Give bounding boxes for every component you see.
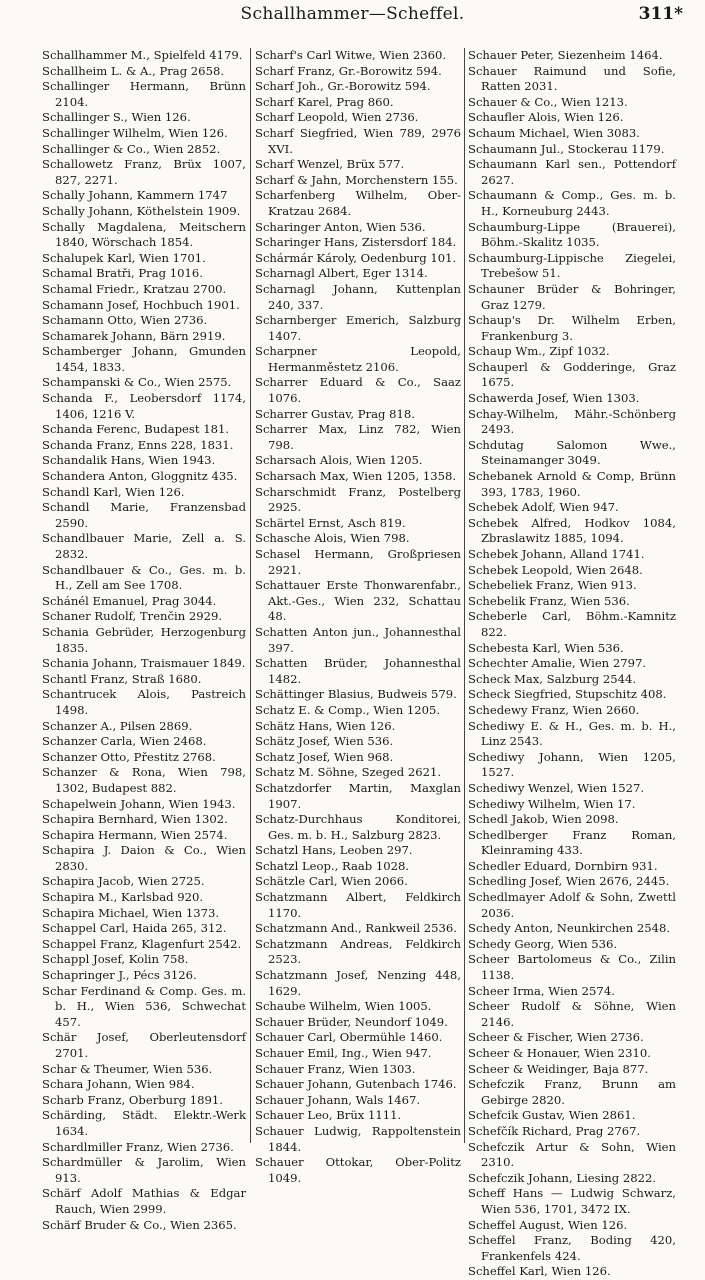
directory-entry: Schebek Alfred, Hodkov 1084, Zbraslawitz 1885, 1094.	[468, 515, 676, 546]
directory-entry: Schaufler Alois, Wien 126.	[468, 110, 624, 125]
directory-entry: Schatz E. & Comp., Wien 1205.	[255, 702, 441, 717]
directory-entry: Schediwy Johann, Wien 1205, 1527.	[468, 749, 676, 780]
directory-entry: Schebanek Arnold & Comp, Brünn 393, 1783, 1960.	[468, 469, 676, 499]
directory-entry: Scharf Wenzel, Brüx 577.	[255, 157, 405, 172]
directory-entry: Schedy Georg, Wien 536.	[468, 936, 618, 951]
directory-entry: Schärf Bruder & Co., Wien 2365.	[42, 1217, 237, 1232]
directory-entry: Schaumann & Comp., Ges. m. b. H., Korneuburg 2443.	[468, 188, 676, 218]
directory-entry: Schediwy Wenzel, Wien 1527.	[468, 780, 645, 795]
directory-entry: Schally Johann, Köthelstein 1909.	[42, 203, 241, 218]
directory-entry: Schätz Hans, Wien 126.	[255, 718, 396, 733]
directory-entry: Schapira Hermann, Wien 2574.	[42, 827, 228, 842]
directory-entry: Schdutag Salomon Wwe., Steinamanger 3049.	[468, 437, 676, 468]
directory-entry: Scheer & Honauer, Wien 2310.	[468, 1046, 651, 1060]
column-right	[468, 48, 676, 1280]
directory-entry: Schay-Wilhelm, Mähr.-Schönberg 2493.	[468, 406, 676, 437]
directory-entry: Schanzer Carla, Wien 2468.	[42, 734, 207, 749]
directory-entry: Schanda Franz, Enns 228, 1831.	[42, 437, 234, 452]
directory-entry: Schanda Ferenc, Budapest 181.	[42, 422, 230, 437]
directory-entry: Scheer Rudolf & Söhne, Wien 2146.	[468, 999, 676, 1029]
directory-entry: Schallheim L. & A., Prag 2658.	[42, 63, 225, 78]
directory-entry: Schatzmann Albert, Feldkirch 1170.	[255, 890, 461, 920]
directory-entry: Schär Josef, Oberleutensdorf 2701.	[42, 1030, 246, 1060]
directory-entry: Schauer Franz, Wien 1303.	[255, 1061, 416, 1076]
directory-entry: Schármár Károly, Oedenburg 101.	[255, 250, 457, 265]
directory-entry: Schandlbauer Marie, Zell a. S. 2832.	[42, 531, 246, 561]
directory-entry: Schandl Karl, Wien 126.	[42, 484, 185, 499]
directory-entry: Schatzdorfer Martin, Maxglan 1907.	[255, 780, 461, 811]
directory-entry: Schandl Marie, Franzensbad 2590.	[42, 500, 246, 530]
directory-entry: Schefczik Franz, Brunn am Gebirge 2820.	[468, 1077, 676, 1107]
directory-entry: Scheffel Karl, Wien 126.	[468, 1264, 611, 1279]
directory-entry: Schapira Jacob, Wien 2725.	[42, 874, 205, 889]
column-divider	[464, 48, 465, 1143]
directory-entry: Schärding, Städt. Elektr.-Werk 1634.	[42, 1108, 246, 1138]
directory-entry: Scharf Leopold, Wien 2736.	[255, 110, 419, 125]
directory-entry: Scharinger Hans, Zistersdorf 184.	[255, 235, 457, 250]
directory-entry: Schappel Carl, Haida 265, 312.	[42, 921, 227, 936]
directory-entry: Schania Gebrüder, Herzogenburg 1835.	[42, 624, 246, 655]
directory-entry: Schaner Rudolf, Trenčin 2929.	[42, 609, 223, 624]
directory-entry: Scheck Siegfried, Stupschitz 408.	[468, 687, 667, 702]
directory-entry: Schauer Carl, Obermühle 1460.	[255, 1030, 443, 1045]
directory-entry: Scheer & Weidinger, Baja 877.	[468, 1061, 649, 1076]
directory-entry: Schamann Josef, Hochbuch 1901.	[42, 297, 240, 312]
directory-entry: Scharsach Max, Wien 1205, 1358.	[255, 469, 457, 484]
directory-entry: Schandalik Hans, Wien 1943.	[42, 453, 216, 468]
directory-entry: Scharf Franz, Gr.-Borowitz 594.	[255, 63, 442, 78]
directory-entry: Schedler Eduard, Dornbirn 931.	[468, 858, 658, 873]
directory-entry: Schärf Adolf Mathias & Edgar Rauch, Wien 2999.	[42, 1186, 246, 1216]
directory-entry: Scharb Franz, Oberburg 1891.	[42, 1092, 223, 1107]
directory-entry: Schedewy Franz, Wien 2660.	[468, 702, 640, 717]
column-divider	[250, 48, 251, 1143]
directory-entry: Schally Johann, Kammern 1747	[42, 188, 228, 203]
directory-entry: Schebelik Franz, Wien 536.	[468, 593, 630, 608]
column-middle	[255, 48, 461, 1186]
directory-entry: Schar Ferdinand & Comp. Ges. m. b. H., Wien 536, Schwechat 457.	[42, 983, 246, 1029]
directory-entry: Scheer Bartolomeus & Co., Zilin 1138.	[468, 952, 676, 983]
directory-entry: Schefczik Johann, Liesing 2822.	[468, 1170, 657, 1185]
directory-entry: Scharf Joh., Gr.-Borowitz 594.	[255, 79, 431, 94]
directory-entry: Schauer Johann, Gutenbach 1746.	[255, 1077, 457, 1092]
directory-entry: Scharf's Carl Witwe, Wien 2360.	[255, 48, 447, 62]
directory-entry: Schar & Theumer, Wien 536.	[42, 1061, 213, 1076]
directory-entry: Schapira Bernhard, Wien 1302.	[42, 812, 228, 827]
directory-entry: Schechter Amalie, Wien 2797.	[468, 656, 647, 671]
directory-entry: Schauner Brüder & Bohringer, Graz 1279.	[468, 281, 676, 312]
directory-entry: Schallowetz Franz, Brüx 1007, 827, 2271.	[42, 157, 246, 187]
directory-entry: Scharsach Alois, Wien 1205.	[255, 453, 423, 468]
directory-entry: Scheer & Fischer, Wien 2736.	[468, 1030, 644, 1045]
directory-entry: Scharnberger Emerich, Salzburg 1407.	[255, 313, 461, 343]
directory-entry: Schardlmiller Franz, Wien 2736.	[42, 1139, 234, 1154]
directory-entry: Schaumann Jul., Stockerau 1179.	[468, 141, 665, 156]
directory-entry: Schatten Brüder, Johannesthal 1482.	[255, 656, 461, 686]
directory-entry: Scharpner Leopold, Hermanměstetz 2106.	[255, 344, 461, 374]
directory-entry: Schasche Alois, Wien 798.	[255, 531, 410, 546]
directory-entry: Schauer Johann, Wals 1467.	[255, 1092, 421, 1107]
directory-entry: Schebek Johann, Alland 1741.	[468, 547, 645, 561]
directory-entry: Scharrer Max, Linz 782, Wien 798.	[255, 422, 461, 452]
directory-entry: Schefčík Richard, Prag 2767.	[468, 1123, 641, 1138]
directory-entry: Schauer Brüder, Neundorf 1049.	[255, 1014, 448, 1029]
directory-entry: Schaumburg-Lippische Ziegelei, Trebešow 51.	[468, 250, 676, 281]
directory-entry: Schebek Adolf, Wien 947.	[468, 500, 619, 515]
directory-entry: Schatz M. Söhne, Szeged 2621.	[255, 765, 442, 780]
directory-entry: Scharf Karel, Prag 860.	[255, 94, 394, 109]
directory-entry: Schania Johann, Traismauer 1849.	[42, 656, 246, 671]
directory-entry: Schauperl & Godderinge, Graz 1675.	[468, 359, 676, 390]
directory-entry: Schauer Emil, Ing., Wien 947.	[255, 1046, 432, 1060]
directory-entry: Schapira J. Daion & Co., Wien 2830.	[42, 843, 246, 873]
directory-entry: Schamann Otto, Wien 2736.	[42, 313, 208, 328]
page-number: 311*	[638, 4, 683, 24]
directory-entry: Schaum Michael, Wien 3083.	[468, 125, 640, 140]
directory-entry: Schapringer J., Pécs 3126.	[42, 968, 197, 983]
directory-entry: Schebesta Karl, Wien 536.	[468, 640, 624, 655]
directory-entry: Schappl Josef, Kolin 758.	[42, 952, 189, 967]
directory-entry: Schebek Leopold, Wien 2648.	[468, 562, 643, 577]
directory-entry: Schapira Michael, Wien 1373.	[42, 905, 220, 920]
directory-entry: Scharrer Gustav, Prag 818.	[255, 406, 415, 421]
directory-entry: Schebeliek Franz, Wien 913.	[468, 578, 637, 593]
directory-entry: Schanzer & Rona, Wien 798, 1302, Budapest 882.	[42, 765, 246, 795]
directory-entry: Schawerda Josef, Wien 1303.	[468, 391, 640, 406]
directory-entry: Schally Magdalena, Meitschern 1840, Wörschach 1854.	[42, 219, 246, 250]
directory-entry: Scharf & Jahn, Morchenstern 155.	[255, 172, 458, 187]
directory-entry: Schanzer A., Pilsen 2869.	[42, 718, 193, 733]
page-header	[0, 2, 705, 36]
directory-entry: Schefcik Gustav, Wien 2861.	[468, 1108, 636, 1123]
directory-entry: Schapira M., Karlsbad 920.	[42, 890, 204, 905]
directory-entry: Schánél Emanuel, Prag 3044.	[42, 593, 217, 608]
directory-entry: Schapelwein Johann, Wien 1943.	[42, 796, 236, 811]
directory-entry: Scharinger Anton, Wien 536.	[255, 219, 426, 234]
directory-entry: Schätzle Carl, Wien 2066.	[255, 874, 408, 889]
directory-entry: Schalupek Karl, Wien 1701.	[42, 250, 206, 265]
directory-entry: Schätz Josef, Wien 536.	[255, 734, 394, 749]
directory-entry: Schatzmann Andreas, Feldkirch 2523.	[255, 936, 461, 967]
directory-entry: Scharf Siegfried, Wien 789, 2976 XVI.	[255, 125, 461, 156]
directory-entry: Schallinger Hermann, Brünn 2104.	[42, 79, 246, 109]
directory-entry: Schara Johann, Wien 984.	[42, 1077, 195, 1092]
directory-entry: Schedl Jakob, Wien 2098.	[468, 812, 619, 827]
directory-entry: Schampanski & Co., Wien 2575.	[42, 375, 232, 390]
directory-entry: Schaup's Dr. Wilhelm Erben, Frankenburg 3.	[468, 313, 676, 343]
directory-entry: Scharschmidt Franz, Postelberg 2925.	[255, 484, 461, 515]
directory-entry: Scharfenberg Wilhelm, Ober-Kratzau 2684.	[255, 188, 461, 218]
directory-entry: Schatzl Leop., Raab 1028.	[255, 858, 410, 873]
directory-entry: Schediwy E. & H., Ges. m. b. H., Linz 2543.	[468, 718, 676, 749]
directory-entry: Schättinger Blasius, Budweis 579.	[255, 687, 457, 702]
directory-entry: Schandlbauer & Co., Ges. m. b. H., Zell am See 1708.	[42, 562, 246, 593]
directory-entry: Schaumann Karl sen., Pottendorf 2627.	[468, 157, 676, 187]
directory-entry: Schamarek Johann, Bärn 2919.	[42, 328, 226, 343]
directory-entry: Schediwy Wilhelm, Wien 17.	[468, 796, 636, 811]
directory-entry: Schauer Ludwig, Rappoltenstein 1844.	[255, 1123, 461, 1154]
directory-entry: Schatz Josef, Wien 968.	[255, 749, 394, 764]
directory-entry: Schärtel Ernst, Asch 819.	[255, 515, 406, 530]
directory-entry: Schatzl Hans, Leoben 297.	[255, 843, 413, 858]
directory-entry: Schatzmann Josef, Nenzing 448, 1629.	[255, 968, 461, 998]
directory-entry: Schamal Friedr., Kratzau 2700.	[42, 281, 227, 296]
directory-entry: Schasel Hermann, Großpriesen 2921.	[255, 547, 461, 577]
directory-entry: Schedling Josef, Wien 2676, 2445.	[468, 874, 670, 889]
directory-entry: Schappel Franz, Klagenfurt 2542.	[42, 936, 242, 951]
directory-entry: Schardmüller & Jarolim, Wien 913.	[42, 1155, 246, 1185]
directory-entry: Schanzer Otto, Přestitz 2768.	[42, 749, 216, 764]
directory-entry: Schauer Leo, Brüx 1111.	[255, 1108, 402, 1123]
directory-entry: Schatten Anton jun., Johannesthal 397.	[255, 624, 461, 655]
directory-entry: Schaube Wilhelm, Wien 1005.	[255, 999, 432, 1014]
directory-entry: Schamal Bratři, Prag 1016.	[42, 266, 203, 281]
directory-entry: Scheff Hans — Ludwig Schwarz, Wien 536, 1701, 3472 IX.	[468, 1186, 676, 1216]
directory-entry: Scharnagl Albert, Eger 1314.	[255, 266, 428, 281]
directory-entry: Schantl Franz, Straß 1680.	[42, 671, 202, 686]
directory-entry: Schauer Peter, Siezenheim 1464.	[468, 48, 663, 62]
directory-entry: Schefczik Artur & Sohn, Wien 2310.	[468, 1139, 676, 1170]
running-title: Schallhammer—Scheffel.	[240, 4, 465, 24]
directory-entry: Scheer Irma, Wien 2574.	[468, 983, 615, 998]
directory-entry: Scheck Max, Salzburg 2544.	[468, 671, 637, 686]
directory-entry: Schamberger Johann, Gmunden 1454, 1833.	[42, 344, 246, 374]
directory-entry: Schedlmayer Adolf & Sohn, Zwettl 2036.	[468, 890, 676, 920]
directory-entry: Schauer Ottokar, Ober-Politz 1049.	[255, 1155, 461, 1185]
directory-entry: Scharnagl Johann, Kuttenplan 240, 337.	[255, 281, 461, 312]
directory-entry: Scharrer Eduard & Co., Saaz 1076.	[255, 375, 461, 406]
directory-entry: Schantrucek Alois, Pastreich 1498.	[42, 687, 246, 717]
directory-entry: Schallinger & Co., Wien 2852.	[42, 141, 221, 156]
directory-entry: Schanda F., Leobersdorf 1174, 1406, 1216 V.	[42, 391, 246, 421]
directory-entry: Scheberle Carl, Böhm.-Kamnitz 822.	[468, 609, 676, 639]
directory-entry: Schatzmann And., Rankweil 2536.	[255, 921, 457, 936]
directory-entry: Schallhammer M., Spielfeld 4179.	[42, 48, 243, 62]
directory-entry: Schallinger S., Wien 126.	[42, 110, 191, 125]
directory-entry: Schatz-Durchhaus Konditorei, Ges. m. b. H., Salzburg 2823.	[255, 812, 461, 842]
directory-entry: Schauer & Co., Wien 1213.	[468, 94, 628, 109]
directory-entry: Scheffel August, Wien 126.	[468, 1217, 628, 1232]
directory-entry: Schaup Wm., Zipf 1032.	[468, 344, 610, 359]
column-left	[42, 48, 246, 1233]
directory-entry: Scheffel Franz, Boding 420, Frankenfels 424.	[468, 1233, 676, 1263]
directory-entry: Schaumburg-Lippe (Brauerei), Böhm.-Skalitz 1035.	[468, 219, 676, 250]
directory-entry: Schedy Anton, Neunkirchen 2548.	[468, 921, 671, 936]
directory-entry: Schattauer Erste Thonwarenfabr., Akt.-Ges., Wien 232, Schattau 48.	[255, 578, 461, 624]
directory-entry: Schallinger Wilhelm, Wien 126.	[42, 125, 228, 140]
directory-entry: Schedlberger Franz Roman, Kleinraming 433.	[468, 827, 676, 858]
directory-entry: Schauer Raimund und Sofie, Ratten 2031.	[468, 63, 676, 94]
directory-entry: Schandera Anton, Gloggnitz 435.	[42, 469, 238, 484]
